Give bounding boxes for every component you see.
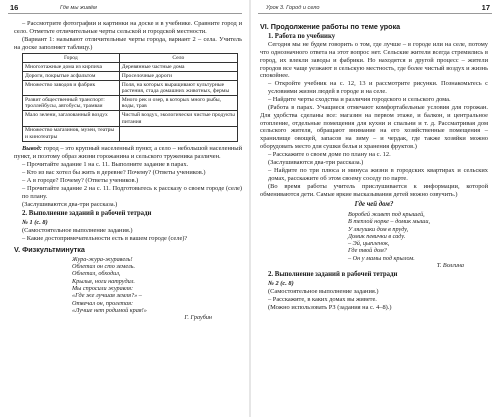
table-header-row — [23, 54, 238, 63]
poem-line: Воробей живет под крышей, — [348, 210, 425, 218]
poem-line: В теплой норке – домик мыши, — [348, 218, 430, 226]
question: – Найдите черты сходства и различия городского и сельского дома. — [268, 96, 451, 104]
poem-line: Мы спросили журавля: — [72, 284, 134, 292]
table-row — [23, 81, 238, 96]
poem-line: – Он у мамы под крылом. — [348, 254, 415, 262]
table-cell: Дороги, покрытые асфальтом — [23, 72, 120, 81]
table-cell: Много рек и озер, в которых много рыбы, воды, трав — [119, 96, 237, 111]
page-number: 17 — [481, 3, 490, 12]
poem-line: У лягушки дом в пруду, — [348, 225, 409, 233]
table-cell: Многоэтажные дома из кирпича — [23, 63, 120, 72]
running-head-title: Урок 3. Город и село — [266, 5, 320, 11]
poem-line: Крылья, ноги натрудил. — [72, 277, 135, 285]
table-header: Село — [119, 54, 237, 63]
running-head-right — [258, 4, 492, 14]
poem-line: Облетал, обходил, — [72, 270, 121, 278]
table-row — [23, 111, 238, 126]
running-head-left — [8, 4, 242, 14]
right-page — [250, 0, 500, 417]
poem-line: – Эй, цыпленок, — [348, 240, 390, 248]
conclusion-label: Вывод: — [22, 144, 42, 152]
subsection-heading: 1. Работа по учебнику — [268, 32, 336, 40]
subsection-heading: 2. Выполнение заданий в рабочей тетради — [268, 271, 398, 279]
table-row — [23, 126, 238, 141]
table-row — [23, 96, 238, 111]
section-heading: 2. Выполнение заданий в рабочей тетради — [22, 210, 152, 218]
table-row — [23, 63, 238, 72]
task-number: № 1 (с. 8) — [22, 219, 48, 227]
table-cell: Поля, на которых выращивают культурные растения, стада домашних животных, фермы — [119, 81, 237, 96]
table-cell: Деревянные частные дома — [119, 63, 237, 72]
poem-line: Домик певички в саду. — [348, 232, 406, 240]
table-cell: Множество магазинов, музеи, театры и кинотеатры — [23, 126, 120, 141]
note: (Заслушиваются два-три рассказа.) — [22, 200, 118, 208]
paragraph: (Во время работы учитель прислушивается к информации, которой обмениваются дети. Самые яркие высказывания детей можно озвучить.) — [260, 182, 488, 198]
comparison-table — [22, 53, 238, 142]
question: – Расскажите о своем доме по плану на с. 12. — [268, 150, 391, 158]
paragraph: – Рассмотрите фотографии и картинки на доске и в учебнике. Сравните город и село. Отметьте отличительные черты сельской и городской местности. — [14, 20, 242, 35]
conclusion-paragraph — [14, 145, 242, 160]
question: – Откройте учебник на с. 12, 13 и рассмотрите рисунки. Познакомьтесь с условиями жизни людей в городе и на селе. — [268, 80, 488, 96]
conclusion-text: город – это крупный населенный пункт, а село – небольшой населенный пункт, и поэтому образ жизни горожанина и сельского труженика различен. — [14, 144, 242, 160]
question: – Какие достопримечательности есть в вашем городе (селе)? — [22, 235, 188, 243]
poem — [348, 211, 488, 269]
poem-line: «Лучше нет родимой края!» — [72, 306, 147, 314]
poem-line: Облетал он сто земель. — [72, 263, 135, 271]
paragraph: Сегодня мы не будем говорить о том, где лучше – в городе или на селе, потому что однозначного ответа на этот вопрос нет. Сельские жители всегда стремились в город, их влекли заводы и фабрики. Но находятся и другой процесс – жители городов все чаще уезжают в сельскую местность, где более чистый воздух и жизнь спокойнее. — [260, 41, 488, 80]
question: – Найдите по три плюса и минуса жизни в городских квартирах и сельских домах, расскажите об этом своему соседу по парте. — [268, 167, 488, 182]
table-row — [23, 72, 238, 81]
table-cell: Чистый воздух, экологически чистые продукты питания — [119, 111, 237, 126]
paragraph: (Вариант 1: называют отличительные черты города, вариант 2 – села. Учитель на доске заполняет таблицу.) — [14, 35, 242, 51]
poem-title: Где чей дом? — [354, 201, 394, 209]
poem-line: «Где же лучшая земля?» – — [72, 292, 142, 300]
section-heading: V. Физкультминутка — [14, 245, 85, 255]
poem-author: Г. Граубин — [184, 314, 212, 322]
running-head-title: Где мы живём — [60, 5, 97, 11]
poem-line: Где твой дом? — [348, 247, 387, 255]
note: (Самостоятельное выполнение задания.) — [268, 288, 379, 296]
table-cell — [119, 126, 237, 141]
table-header: Город — [23, 54, 120, 63]
note: (Можно использовать РЗ (задания на с. 4–8).) — [268, 304, 392, 312]
question: – Прочитайте задание 1 на с. 11. Выполните задание в парах. — [22, 160, 189, 168]
table-cell: Множество заводов и фабрик — [23, 81, 120, 96]
section-heading: VI. Продолжение работы по теме урока — [260, 22, 401, 31]
poem-author: Т. Волгина — [436, 261, 464, 269]
paragraph: (Работа в парах. Учащиеся отмечают комфортабельные условия для горожан. Для удобства сделаны все: магазин на первом этаже, и балкон, и центральное отопление, отдельные помещения для кухни и спальни и т. д. Рассматривая дом сельского жителя, обращают внимание на его хозяйственные помещения – хранилище овощей, запасов на зиму – и чердак, где также хозяйки можно оборудовать место для сушки белья и хранения фруктов.) — [260, 104, 488, 150]
note: (Самостоятельное выполнение задания.) — [22, 227, 133, 235]
poem — [72, 256, 242, 322]
question: – Расскажите, в каких домах вы живете. — [268, 296, 377, 304]
question: – А в городе? Почему? (Ответы учеников.) — [22, 176, 139, 184]
task-number: № 2 (с. 8) — [268, 279, 294, 287]
question: – Прочитайте задание 2 на с. 11. Подготовьтесь к рассказу о своем городе (селе) по плану. — [22, 184, 242, 200]
poem-line: Жура-жура-журавель! — [72, 255, 133, 263]
question: – Кто из вас хотел бы жить в деревне? Почему? (Ответы учеников.) — [22, 168, 206, 176]
page-number: 16 — [10, 3, 19, 12]
poem-line: Отвечал он, пролетая: — [72, 299, 134, 307]
note: (Заслушиваются два-три рассказа.) — [268, 158, 364, 166]
table-cell: Мало зелени, загазованный воздух — [23, 111, 120, 126]
table-cell: Развит общественный транспорт: троллейбусы, автобусы, трамваи — [23, 96, 120, 111]
table-cell: Проселочные дороги — [119, 72, 237, 81]
